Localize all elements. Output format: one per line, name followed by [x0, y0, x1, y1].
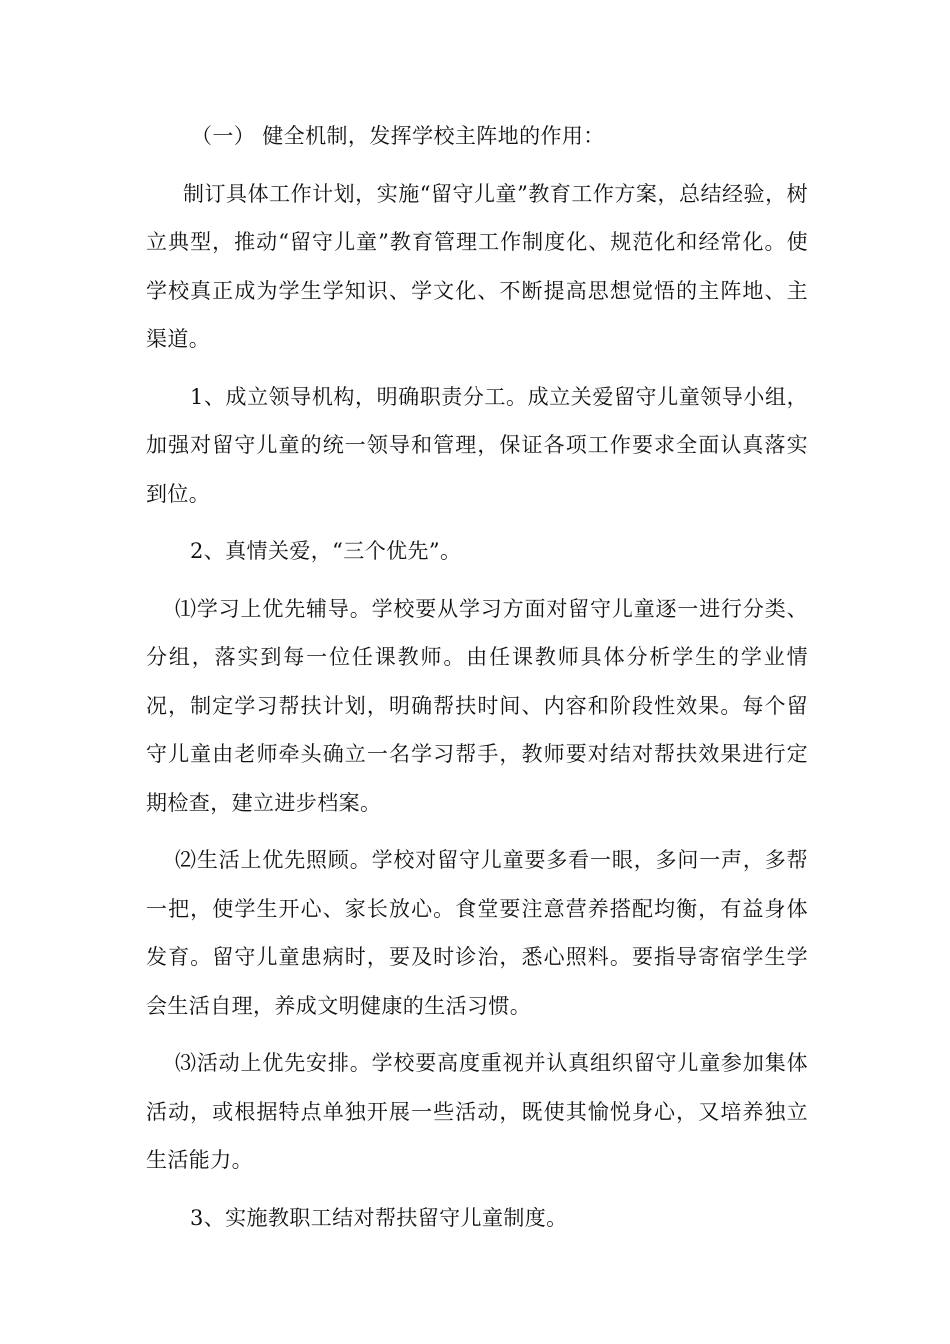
numbered-item-1: 1、成立领导机构，明确职责分工。成立关爱留守儿童领导小组，加强对留守儿童的统一领导和管理，保证各项工作要求全面认真落实到位。 [146, 384, 808, 506]
document-body [146, 112, 808, 1242]
body-paragraph: 制订具体工作计划，实施“留守儿童”教育工作方案，总结经验，树立典型，推动“留守儿童”教育管理工作制度化、规范化和经常化。使学校真正成为学生学知识、学文化、不断提高思想觉悟的主阵地、主渠道。 [146, 181, 808, 351]
numbered-item-3: 3、实施教职工结对帮扶留守儿童制度。 [190, 1205, 568, 1230]
sub-item-3: ⑶活动上优先安排。学校要高度重视并认真组织留守儿童参加集体活动，或根据特点单独开展一些活动，既使其愉悦身心，又培养独立生活能力。 [146, 1051, 808, 1172]
numbered-item-2: 2、真情关爱，“三个优先”。 [190, 539, 462, 563]
section-heading: （一） 健全机制，发挥学校主阵地的作用： [191, 124, 605, 148]
sub-item-2: ⑵生活上优先照顾。学校对留守儿童要多看一眼，多问一声，多帮一把，使学生开心、家长放心。食堂要注意营养搭配均衡，有益身体发育。留守儿童患病时，要及时诊治，悉心照料。要指导寄宿学生学会生活自理，养成文明健康的生活习惯。 [146, 848, 808, 1018]
sub-item-1: ⑴学习上优先辅导。学校要从学习方面对留守儿童逐一进行分类、分组，落实到每一位任课教师。由任课教师具体分析学生的学业情况，制定学习帮扶计划，明确帮扶时间、内容和阶段性效果。每个留守儿童由老师牵头确立一名学习帮手，教师要对结对帮扶效果进行定期检查，建立进步档案。 [146, 596, 808, 815]
